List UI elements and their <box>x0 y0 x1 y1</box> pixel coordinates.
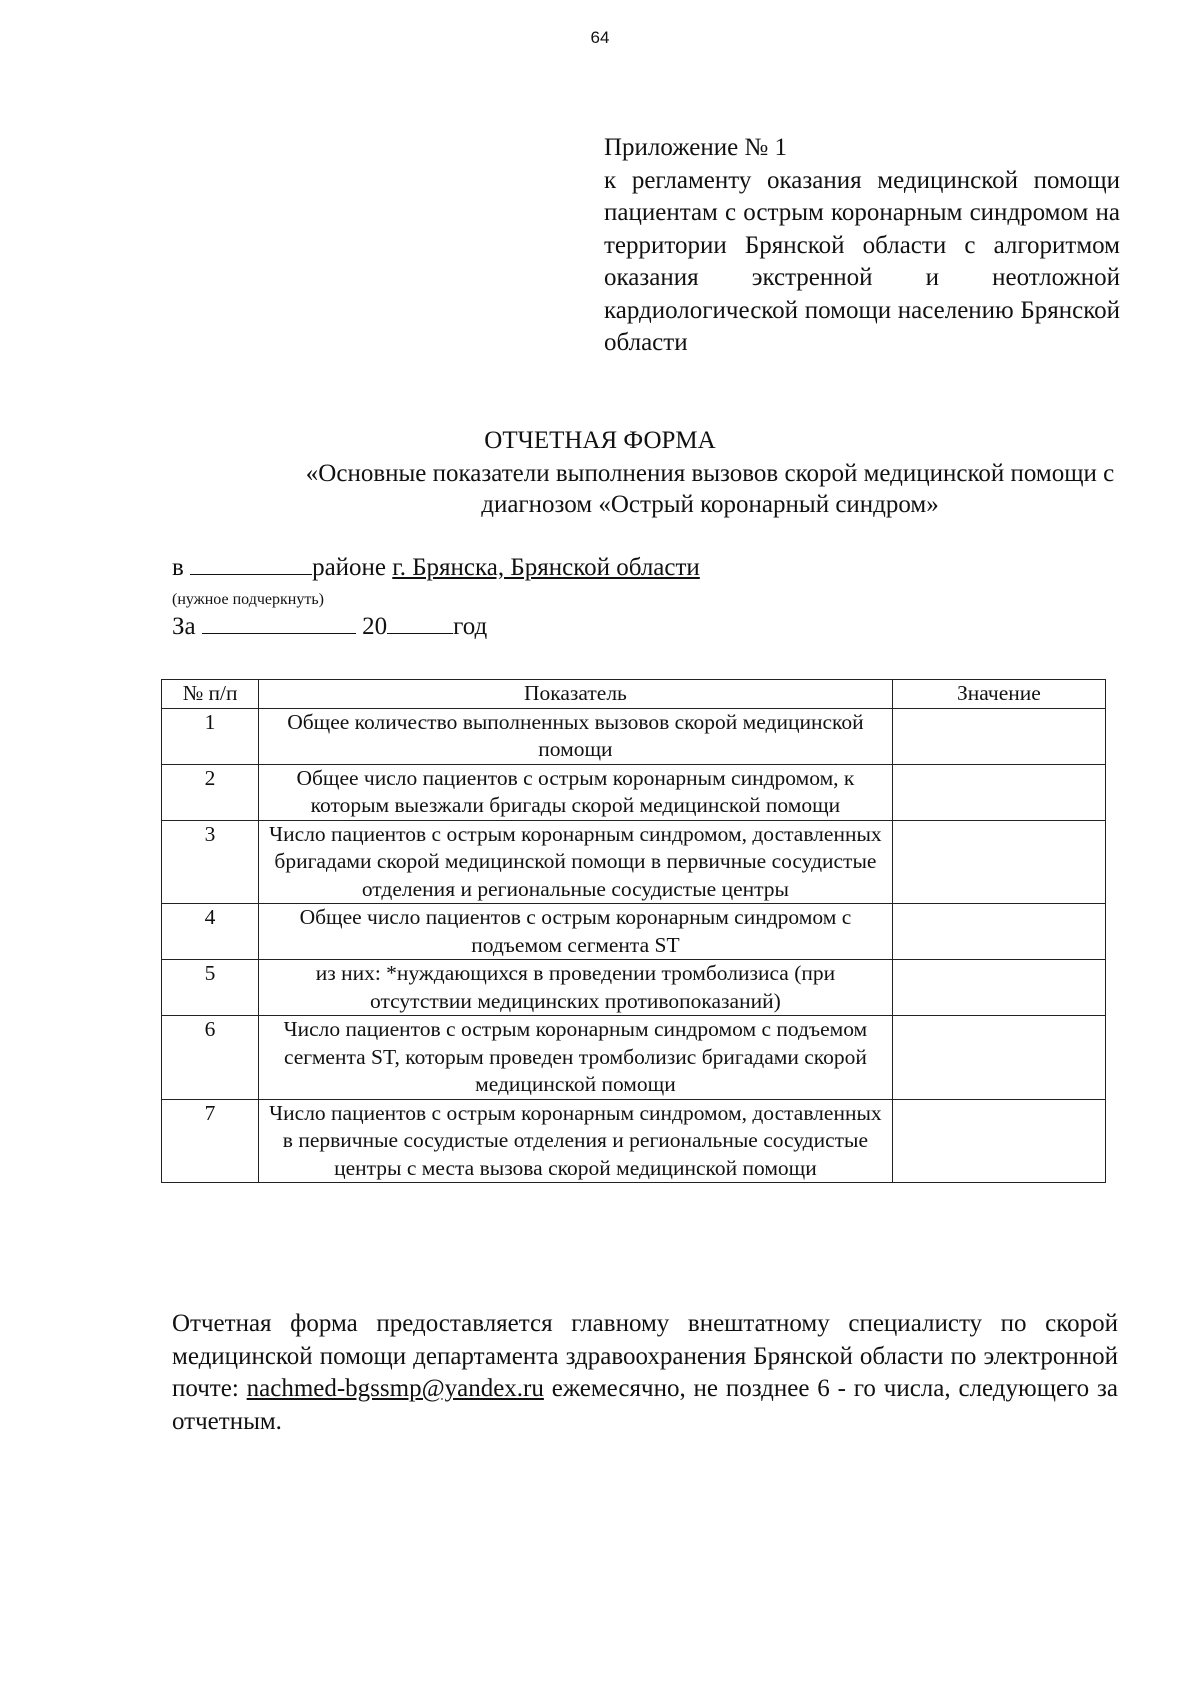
district-word: районе <box>312 554 387 581</box>
district-options: г. Брянска, Брянской области <box>392 554 700 581</box>
row-indicator: Число пациентов с острым коронарным синдромом с подъемом сегмента ST, которым проведен тромболизис бригадами скорой медицинской помощи <box>259 1016 893 1100</box>
district-blank <box>190 573 312 575</box>
row-indicator: Общее число пациентов с острым коронарным синдромом с подъемом сегмента ST <box>259 904 893 960</box>
email-link[interactable]: nachmed-bgssmp@yandex.ru <box>246 1375 544 1402</box>
form-subtitle: «Основные показатели выполнения вызовов скорой медицинской помощи с диагнозом «Острый коронарный синдром» <box>305 460 1115 518</box>
header-num: № п/п <box>162 680 259 709</box>
district-prefix: в <box>172 554 184 581</box>
period-suffix: год <box>453 613 488 640</box>
period-year-prefix: 20 <box>362 613 388 640</box>
row-num: 5 <box>162 960 259 1016</box>
table-row <box>162 960 1106 1016</box>
district-hint: (нужное подчеркнуть) <box>172 591 324 608</box>
row-num: 2 <box>162 764 259 820</box>
header-value: Значение <box>892 680 1105 709</box>
appendix-text: к регламенту оказания медицинской помощи пациентам с острым коронарным синдромом на территории Брянской области с алгоритмом оказания экстренной и неотложной кардиологической помощи населению Брянской области <box>604 166 1120 356</box>
district-line <box>172 554 700 582</box>
row-num: 6 <box>162 1016 259 1100</box>
row-indicator: Число пациентов с острым коронарным синдромом, доставленных в первичные сосудистые отделения и региональные сосудистые центры с места вызова скорой медицинской помощи <box>259 1099 893 1183</box>
row-value <box>892 764 1105 820</box>
appendix-title: Приложение № 1 <box>604 134 788 161</box>
period-line <box>172 613 487 641</box>
row-indicator: из них: *нуждающихся в проведении тромболизиса (при отсутствии медицинских противопоказаний) <box>259 960 893 1016</box>
row-value <box>892 1099 1105 1183</box>
footer-text-after: ежемесячно, не позднее 6 - го числа, следующего за отчетным. <box>172 1375 1118 1435</box>
row-num: 3 <box>162 820 259 904</box>
report-table <box>161 679 1106 1183</box>
row-num: 1 <box>162 708 259 764</box>
period-blank <box>202 632 356 634</box>
row-value <box>892 904 1105 960</box>
table-row <box>162 708 1106 764</box>
row-value <box>892 960 1105 1016</box>
year-blank <box>387 632 453 634</box>
row-value <box>892 1016 1105 1100</box>
row-indicator: Число пациентов с острым коронарным синдромом, доставленных бригадами скорой медицинской помощи в первичные сосудистые отделения и региональные сосудистые центры <box>259 820 893 904</box>
table-row <box>162 1099 1106 1183</box>
row-num: 4 <box>162 904 259 960</box>
table-row <box>162 904 1106 960</box>
page-number: 64 <box>590 28 610 47</box>
period-prefix: За <box>172 613 196 640</box>
table-header-row <box>162 680 1106 709</box>
form-title: ОТЧЕТНАЯ ФОРМА <box>484 427 716 454</box>
footer-paragraph <box>172 1308 1118 1438</box>
header-indicator: Показатель <box>259 680 893 709</box>
row-indicator: Общее количество выполненных вызовов скорой медицинской помощи <box>259 708 893 764</box>
row-num: 7 <box>162 1099 259 1183</box>
footer-text-before: Отчетная форма предоставляется главному внештатному специалисту по скорой медицинской помощи департамента здравоохранения Брянской области по электронной почте: <box>172 1310 1118 1402</box>
table-row <box>162 820 1106 904</box>
appendix-block <box>604 132 1120 360</box>
row-value <box>892 708 1105 764</box>
row-value <box>892 820 1105 904</box>
row-indicator: Общее число пациентов с острым коронарным синдромом, к которым выезжали бригады скорой медицинской помощи <box>259 764 893 820</box>
table-row <box>162 1016 1106 1100</box>
table-row <box>162 764 1106 820</box>
